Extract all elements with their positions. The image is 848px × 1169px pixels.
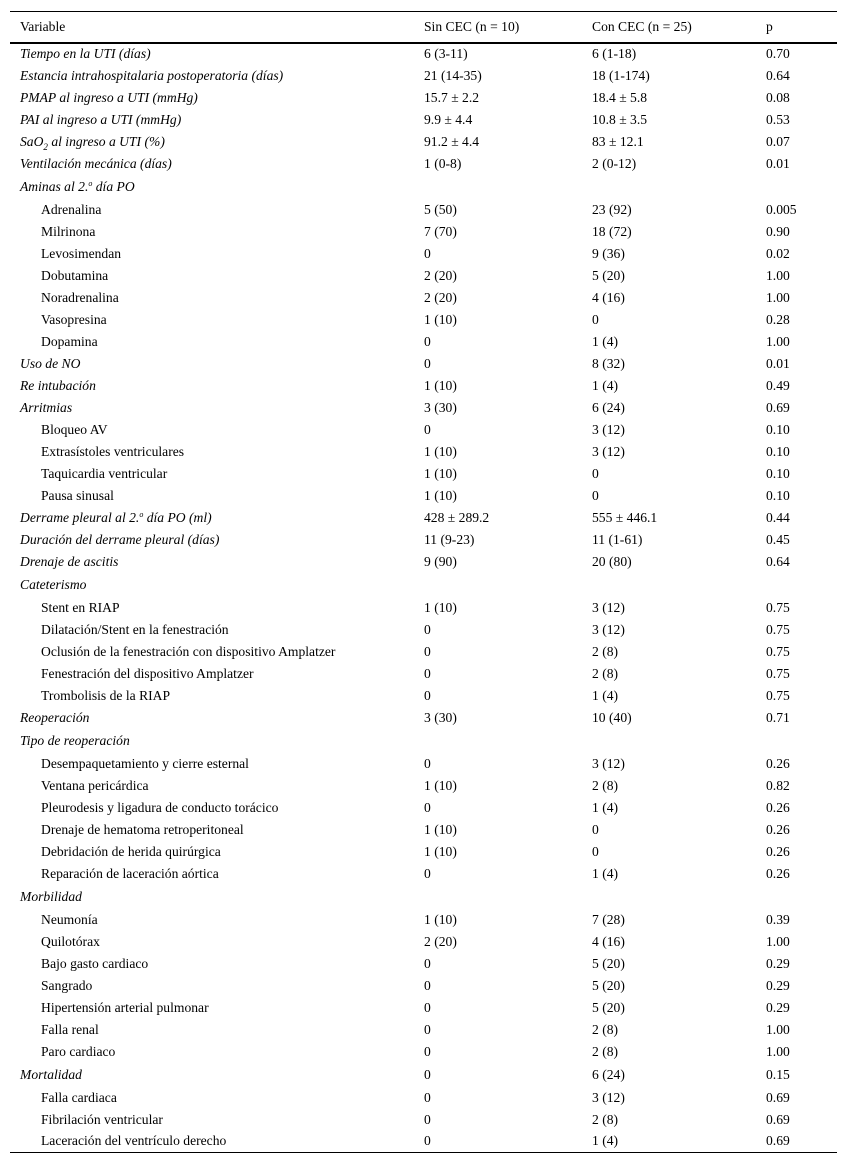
- row-con-cec: 3 (12): [592, 621, 625, 637]
- table-row: [10, 909, 837, 931]
- row-variable: Estancia intrahospitalaria postoperatoria (días): [20, 67, 284, 83]
- table-row: [10, 707, 837, 729]
- row-p-value: 0.75: [766, 621, 790, 637]
- row-sin-cec: 0: [424, 1021, 431, 1037]
- row-variable: Tipo de reoperación: [20, 732, 130, 748]
- table-row: [10, 975, 837, 997]
- table-row: [10, 953, 837, 975]
- header-sin-cec: Sin CEC (n = 10): [424, 18, 520, 34]
- table-row: [10, 287, 837, 309]
- row-con-cec: 0: [592, 465, 599, 481]
- row-con-cec: 10 (40): [592, 709, 632, 725]
- row-p-value: 0.90: [766, 223, 790, 239]
- row-variable: Ventana pericárdica: [41, 777, 149, 793]
- table-row: [10, 331, 837, 353]
- table-row: [10, 775, 837, 797]
- results-table-container: [10, 11, 837, 1153]
- table-row: [10, 199, 837, 221]
- row-variable: Neumonía: [41, 911, 98, 927]
- row-sin-cec: 2 (20): [424, 289, 457, 305]
- row-con-cec: 8 (32): [592, 355, 625, 371]
- row-variable: Dopamina: [41, 333, 98, 349]
- table-row: [10, 109, 837, 131]
- row-con-cec: 2 (8): [592, 643, 619, 659]
- row-con-cec: 4 (16): [592, 289, 625, 305]
- row-variable: Taquicardia ventricular: [41, 465, 168, 481]
- table-row: [10, 1019, 837, 1041]
- row-sin-cec: 0: [424, 799, 431, 815]
- row-p-value: 0.64: [766, 553, 790, 569]
- row-sin-cec: [414, 573, 582, 597]
- row-con-cec: 3 (12): [592, 755, 625, 771]
- table-row: [10, 397, 837, 419]
- row-sin-cec: 0: [424, 1133, 431, 1149]
- row-p-value: 0.44: [766, 509, 790, 525]
- row-sin-cec: 0: [424, 333, 431, 349]
- row-variable: Hipertensión arterial pulmonar: [41, 999, 209, 1015]
- row-sin-cec: 0: [424, 1111, 431, 1127]
- row-con-cec: 4 (16): [592, 933, 625, 949]
- table-row: [10, 65, 837, 87]
- row-p-value: 1.00: [766, 1021, 790, 1037]
- header-variable: Variable: [20, 18, 66, 34]
- row-con-cec: 2 (8): [592, 665, 619, 681]
- row-p-value: 1.00: [766, 1043, 790, 1059]
- row-p-value: 1.00: [766, 933, 790, 949]
- row-p-value: 0.10: [766, 487, 790, 503]
- row-con-cec: 20 (80): [592, 553, 632, 569]
- table-row: [10, 663, 837, 685]
- row-sin-cec: 1 (10): [424, 843, 457, 859]
- row-con-cec: 2 (0-12): [592, 155, 637, 171]
- row-sin-cec: 9 (90): [424, 553, 457, 569]
- row-variable: Pausa sinusal: [41, 487, 114, 503]
- row-con-cec: 18 (1-174): [592, 67, 650, 83]
- table-row: [10, 1041, 837, 1063]
- row-sin-cec: 5 (50): [424, 201, 457, 217]
- row-p-value: 0.28: [766, 311, 790, 327]
- row-variable: Morbilidad: [20, 888, 82, 904]
- row-sin-cec: 1 (10): [424, 777, 457, 793]
- row-con-cec: 83 ± 12.1: [592, 133, 644, 149]
- table-header: [10, 12, 837, 43]
- row-sin-cec: 0: [424, 865, 431, 881]
- table-row: [10, 243, 837, 265]
- row-sin-cec: 9.9 ± 4.4: [424, 111, 473, 127]
- row-variable: Noradrenalina: [41, 289, 119, 305]
- row-variable: Oclusión de la fenestración con dispositivo Amplatzer: [41, 643, 336, 659]
- row-p-value: 0.45: [766, 531, 790, 547]
- row-variable: Milrinona: [41, 223, 96, 239]
- row-variable: Bloqueo AV: [41, 421, 108, 437]
- table-row: [10, 753, 837, 775]
- table-row: [10, 597, 837, 619]
- row-con-cec: 2 (8): [592, 777, 619, 793]
- row-p-value: 0.69: [766, 399, 790, 415]
- row-variable: Fenestración del dispositivo Amplatzer: [41, 665, 254, 681]
- row-variable: Bajo gasto cardiaco: [41, 955, 149, 971]
- row-variable: Adrenalina: [41, 201, 102, 217]
- table-row: [10, 87, 837, 109]
- row-p-value: 0.01: [766, 155, 790, 171]
- row-p-value: 0.82: [766, 777, 790, 793]
- row-p-value: 0.15: [766, 1066, 790, 1082]
- row-sin-cec: 0: [424, 621, 431, 637]
- row-con-cec: 5 (20): [592, 977, 625, 993]
- table-row: [10, 43, 837, 65]
- row-p-value: 0.005: [766, 201, 797, 217]
- row-sin-cec: 2 (20): [424, 933, 457, 949]
- row-p-value: 0.75: [766, 665, 790, 681]
- row-variable: Tiempo en la UTI (días): [20, 46, 151, 61]
- row-variable: Extrasístoles ventriculares: [41, 443, 185, 459]
- row-sin-cec: 3 (30): [424, 399, 457, 415]
- row-p-value: 0.26: [766, 865, 790, 881]
- table-row: [10, 619, 837, 641]
- row-sin-cec: [414, 885, 582, 909]
- row-variable: Laceración del ventrículo derecho: [41, 1133, 227, 1149]
- row-variable: Levosimendan: [41, 245, 122, 261]
- row-variable: Stent en RIAP: [41, 599, 120, 615]
- row-con-cec: 5 (20): [592, 955, 625, 971]
- row-variable: Pleurodesis y ligadura de conducto torácico: [41, 799, 279, 815]
- row-variable: Ventilación mecánica (días): [20, 155, 172, 171]
- table-row: [10, 819, 837, 841]
- table-row: [10, 463, 837, 485]
- table-row: [10, 441, 837, 463]
- row-con-cec: [582, 573, 756, 597]
- row-variable: Re intubación: [20, 377, 96, 393]
- row-sin-cec: 1 (10): [424, 443, 457, 459]
- row-variable: Reoperación: [20, 709, 90, 725]
- row-con-cec: 11 (1-61): [592, 531, 643, 547]
- row-sin-cec: 6 (3-11): [424, 46, 468, 61]
- header-p: p: [766, 18, 773, 34]
- row-con-cec: 1 (4): [592, 377, 619, 393]
- row-sin-cec: 0: [424, 687, 431, 703]
- table-row: [10, 375, 837, 397]
- row-sin-cec: 2 (20): [424, 267, 457, 283]
- row-sin-cec: 91.2 ± 4.4: [424, 133, 480, 149]
- row-variable: Falla cardiaca: [41, 1089, 117, 1105]
- row-con-cec: 3 (12): [592, 421, 625, 437]
- row-sin-cec: 0: [424, 955, 431, 971]
- row-variable: Desempaquetamiento y cierre esternal: [41, 755, 249, 771]
- row-p-value: 1.00: [766, 289, 790, 305]
- row-p-value: 0.26: [766, 799, 790, 815]
- table-row: [10, 931, 837, 953]
- row-variable: Dobutamina: [41, 267, 109, 283]
- row-sin-cec: 1 (10): [424, 911, 457, 927]
- row-con-cec: 5 (20): [592, 999, 625, 1015]
- row-p-value: 0.29: [766, 999, 790, 1015]
- row-sin-cec: [414, 729, 582, 753]
- row-p-value: 1.00: [766, 333, 790, 349]
- row-p-value: 0.75: [766, 687, 790, 703]
- row-con-cec: 3 (12): [592, 599, 625, 615]
- row-variable: Duración del derrame pleural (días): [20, 531, 220, 547]
- row-con-cec: 18.4 ± 5.8: [592, 89, 648, 105]
- row-con-cec: 1 (4): [592, 1133, 619, 1149]
- row-variable: Quilotórax: [41, 933, 100, 949]
- row-p-value: 0.02: [766, 245, 790, 261]
- row-con-cec: [582, 175, 756, 199]
- row-p-value: 0.29: [766, 955, 790, 971]
- row-sin-cec: 428 ± 289.2: [424, 509, 490, 525]
- row-p-value: [756, 729, 837, 753]
- row-con-cec: [582, 729, 756, 753]
- row-p-value: 0.69: [766, 1089, 790, 1105]
- row-sin-cec: 1 (10): [424, 599, 457, 615]
- row-p-value: 0.01: [766, 355, 790, 371]
- row-sin-cec: 15.7 ± 2.2: [424, 89, 480, 105]
- row-sin-cec: 1 (10): [424, 821, 457, 837]
- row-p-value: 0.75: [766, 599, 790, 615]
- row-p-value: 0.10: [766, 465, 790, 481]
- row-variable: Dilatación/Stent en la fenestración: [41, 621, 229, 637]
- row-sin-cec: 0: [424, 1066, 431, 1082]
- row-variable: Fibrilación ventricular: [41, 1111, 163, 1127]
- row-con-cec: 6 (1-18): [592, 46, 637, 61]
- row-p-value: 0.53: [766, 111, 790, 127]
- header-row: [10, 12, 837, 43]
- row-p-value: [756, 885, 837, 909]
- table-row: [10, 641, 837, 663]
- row-variable: Drenaje de hematoma retroperitoneal: [41, 821, 244, 837]
- table-body: [10, 43, 837, 1153]
- table-row: [10, 841, 837, 863]
- row-sin-cec: 0: [424, 355, 431, 371]
- table-row: [10, 551, 837, 573]
- row-con-cec: 9 (36): [592, 245, 625, 261]
- row-variable: Paro cardiaco: [41, 1043, 116, 1059]
- table-row: [10, 797, 837, 819]
- row-variable: Arritmias: [20, 399, 73, 415]
- row-con-cec: 1 (4): [592, 799, 619, 815]
- row-con-cec: 1 (4): [592, 687, 619, 703]
- row-con-cec: 10.8 ± 3.5: [592, 111, 648, 127]
- table-row: [10, 153, 837, 175]
- row-variable: Vasopresina: [41, 311, 107, 327]
- row-p-value: [756, 573, 837, 597]
- results-table: [10, 11, 837, 1153]
- row-p-value: 0.26: [766, 821, 790, 837]
- row-variable: SaO$_2$ al ingreso a UTI (%): [20, 133, 165, 152]
- table-row: [10, 573, 837, 597]
- row-variable: Debridación de herida quirúrgica: [41, 843, 221, 859]
- row-con-cec: 7 (28): [592, 911, 625, 927]
- row-con-cec: 23 (92): [592, 201, 632, 217]
- table-row: [10, 485, 837, 507]
- row-con-cec: 1 (4): [592, 333, 619, 349]
- row-p-value: 0.64: [766, 67, 790, 83]
- table-row: [10, 1063, 837, 1087]
- table-row: [10, 419, 837, 441]
- header-con-cec: Con CEC (n = 25): [592, 18, 692, 34]
- row-con-cec: 555 ± 446.1: [592, 509, 658, 525]
- row-variable: Drenaje de ascitis: [20, 553, 119, 569]
- row-variable: Falla renal: [41, 1021, 99, 1037]
- row-p-value: 0.75: [766, 643, 790, 659]
- row-sin-cec: 0: [424, 245, 431, 261]
- row-variable: Aminas al 2.$^o$ día PO: [20, 178, 135, 194]
- row-variable: Mortalidad: [20, 1066, 82, 1082]
- row-con-cec: 6 (24): [592, 399, 625, 415]
- row-sin-cec: 1 (10): [424, 465, 457, 481]
- table-row: [10, 175, 837, 199]
- row-p-value: 0.07: [766, 133, 790, 149]
- row-p-value: 0.69: [766, 1111, 790, 1127]
- table-row: [10, 507, 837, 529]
- table-row: [10, 309, 837, 331]
- row-p-value: 0.39: [766, 911, 790, 927]
- row-sin-cec: 0: [424, 1043, 431, 1059]
- row-p-value: 0.26: [766, 755, 790, 771]
- row-variable: PMAP al ingreso a UTI (mmHg): [20, 89, 198, 105]
- row-p-value: 0.71: [766, 709, 790, 725]
- row-sin-cec: 0: [424, 1089, 431, 1105]
- row-con-cec: 2 (8): [592, 1111, 619, 1127]
- table-row: [10, 353, 837, 375]
- table-row: [10, 529, 837, 551]
- row-p-value: 0.10: [766, 421, 790, 437]
- row-sin-cec: 0: [424, 421, 431, 437]
- row-sin-cec: 1 (10): [424, 311, 457, 327]
- table-row: [10, 863, 837, 885]
- row-con-cec: 0: [592, 487, 599, 503]
- row-con-cec: 0: [592, 843, 599, 859]
- row-variable: Uso de NO: [20, 355, 81, 371]
- row-variable: Cateterismo: [20, 576, 87, 592]
- row-sin-cec: 21 (14-35): [424, 67, 482, 83]
- table-row: [10, 131, 837, 153]
- row-con-cec: [582, 885, 756, 909]
- row-p-value: 0.29: [766, 977, 790, 993]
- row-con-cec: 2 (8): [592, 1043, 619, 1059]
- table-row: [10, 685, 837, 707]
- row-p-value: 0.08: [766, 89, 790, 105]
- table-row: [10, 265, 837, 287]
- row-sin-cec: 1 (10): [424, 487, 457, 503]
- row-con-cec: 2 (8): [592, 1021, 619, 1037]
- row-sin-cec: 7 (70): [424, 223, 457, 239]
- row-sin-cec: 1 (10): [424, 377, 457, 393]
- row-sin-cec: 0: [424, 977, 431, 993]
- row-con-cec: 0: [592, 311, 599, 327]
- table-row: [10, 1131, 837, 1153]
- row-sin-cec: 1 (0-8): [424, 155, 462, 171]
- row-p-value: 0.49: [766, 377, 790, 393]
- row-p-value: 0.26: [766, 843, 790, 859]
- table-row: [10, 729, 837, 753]
- row-con-cec: 1 (4): [592, 865, 619, 881]
- row-con-cec: 18 (72): [592, 223, 632, 239]
- row-con-cec: 0: [592, 821, 599, 837]
- row-con-cec: 6 (24): [592, 1066, 625, 1082]
- table-row: [10, 221, 837, 243]
- row-variable: Reparación de laceración aórtica: [41, 865, 219, 881]
- row-variable: Trombolisis de la RIAP: [41, 687, 171, 703]
- row-variable: Sangrado: [41, 977, 93, 993]
- row-con-cec: 5 (20): [592, 267, 625, 283]
- row-p-value: [756, 175, 837, 199]
- row-p-value: 1.00: [766, 267, 790, 283]
- row-p-value: 0.70: [766, 46, 790, 61]
- row-con-cec: 3 (12): [592, 443, 625, 459]
- row-variable: PAI al ingreso a UTI (mmHg): [20, 111, 182, 127]
- row-sin-cec: 0: [424, 665, 431, 681]
- row-sin-cec: 0: [424, 643, 431, 659]
- row-p-value: 0.69: [766, 1133, 790, 1149]
- row-sin-cec: [414, 175, 582, 199]
- table-row: [10, 997, 837, 1019]
- row-con-cec: 3 (12): [592, 1089, 625, 1105]
- row-sin-cec: 11 (9-23): [424, 531, 475, 547]
- row-sin-cec: 0: [424, 999, 431, 1015]
- row-sin-cec: 3 (30): [424, 709, 457, 725]
- table-row: [10, 1087, 837, 1109]
- row-sin-cec: 0: [424, 755, 431, 771]
- row-variable: Derrame pleural al 2.$^o$ día PO (ml): [20, 509, 212, 525]
- table-row: [10, 885, 837, 909]
- row-p-value: 0.10: [766, 443, 790, 459]
- table-row: [10, 1109, 837, 1131]
